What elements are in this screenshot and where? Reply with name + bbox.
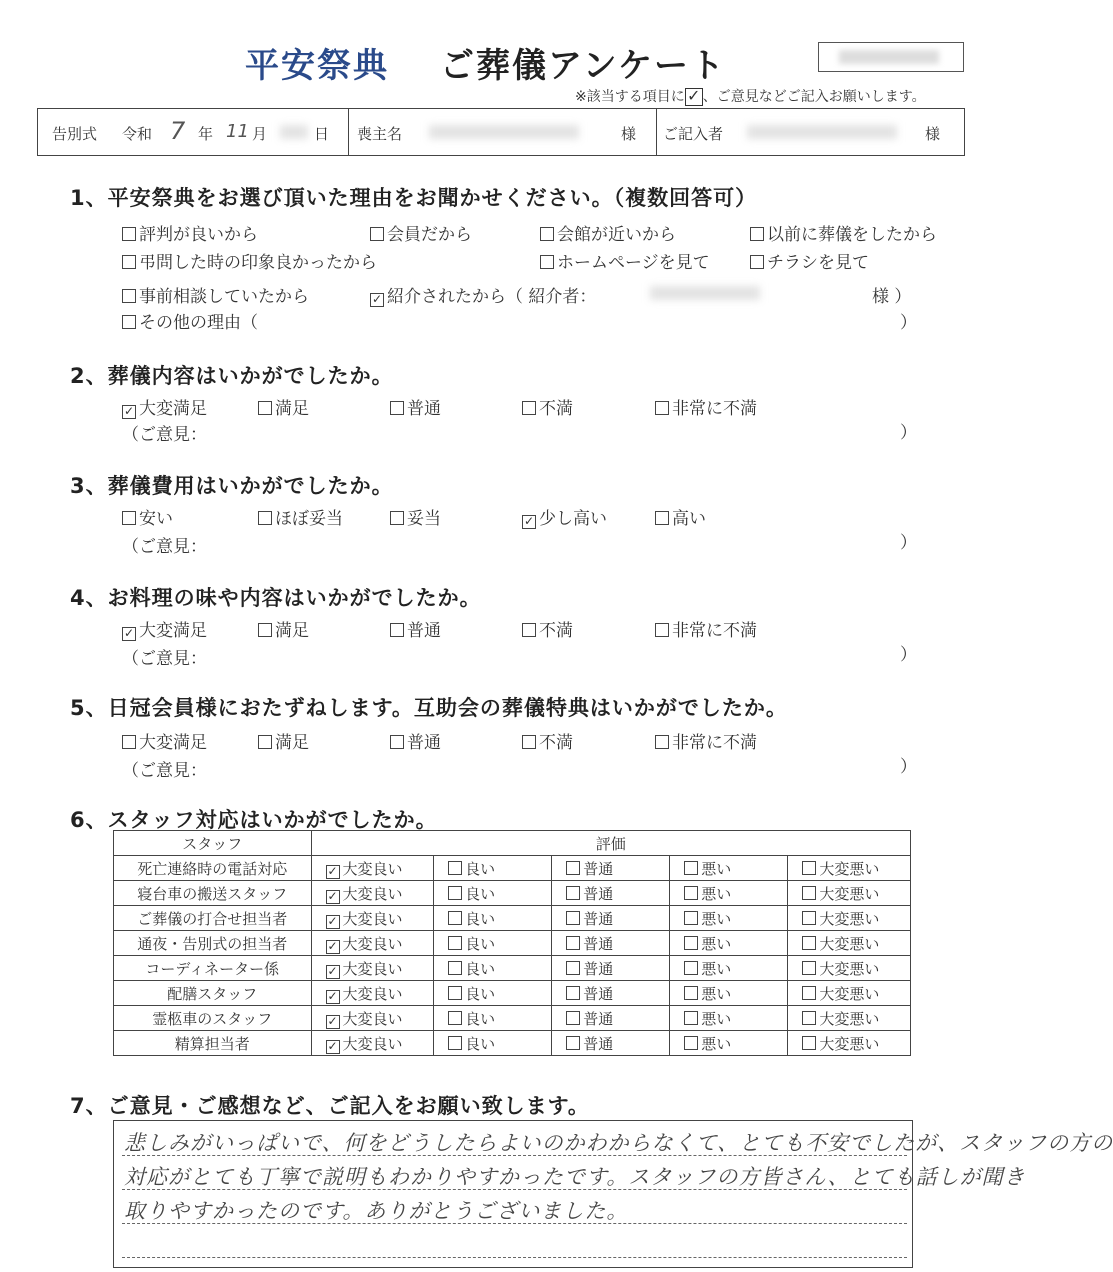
chief-mourner-honorific: 様 — [621, 125, 637, 143]
q4-option[interactable]: 非常に不満 — [655, 616, 757, 641]
rating-option[interactable] — [434, 981, 552, 1006]
checked-checkbox-icon[interactable]: ✓ — [327, 1013, 338, 1028]
checkbox-icon[interactable] — [390, 623, 404, 637]
rating-option[interactable] — [434, 906, 552, 931]
rating-label: 普通 — [583, 1034, 614, 1053]
chief-mourner-cell — [349, 109, 657, 155]
table-header-row — [114, 831, 911, 856]
redacted-day — [280, 125, 308, 139]
checkbox-icon[interactable] — [566, 1036, 580, 1050]
q1-option[interactable]: ホームページを見て — [540, 248, 710, 273]
rating-label: 良い — [465, 959, 496, 978]
checked-checkbox-icon[interactable]: ✓ — [327, 963, 338, 978]
q3-opinion-label: （ご意見： — [122, 537, 207, 557]
q1-title: 1、平安祭典をお選び頂いた理由をお聞かせください。（複数回答可） — [70, 186, 758, 210]
checked-checkbox-icon[interactable]: ✓ — [523, 514, 535, 528]
rating-option[interactable] — [434, 931, 552, 956]
rating-option[interactable] — [552, 931, 670, 956]
checkbox-icon[interactable] — [540, 255, 554, 269]
checkbox-icon[interactable] — [122, 255, 136, 269]
rating-label: 普通 — [583, 1009, 614, 1028]
rating-label: 良い — [465, 909, 496, 928]
month-value[interactable]: 11 — [226, 121, 249, 142]
rating-label: 悪い — [701, 859, 732, 878]
rating-option[interactable] — [434, 1006, 552, 1031]
q2-option[interactable]: 普通 — [390, 394, 441, 419]
rating-option[interactable] — [788, 981, 911, 1006]
checkbox-icon[interactable] — [448, 1011, 462, 1025]
q2-option[interactable]: 満足 — [258, 394, 309, 419]
checkbox-sample-icon: ✓ — [685, 88, 703, 106]
checkbox-icon[interactable] — [122, 227, 136, 241]
q5-option[interactable]: 大変満足 — [122, 728, 207, 753]
q3-close-paren: ） — [900, 533, 917, 553]
checked-checkbox-icon[interactable]: ✓ — [123, 626, 135, 640]
table-row — [114, 881, 911, 906]
q4-option[interactable]: 満足 — [258, 616, 309, 641]
checkbox-icon[interactable] — [522, 735, 536, 749]
rating-option[interactable] — [552, 881, 670, 906]
checkbox-icon[interactable] — [802, 1011, 816, 1025]
rating-label: 良い — [465, 884, 496, 903]
rating-label: 大変良い — [342, 934, 403, 953]
checkbox-icon[interactable] — [684, 1011, 698, 1025]
rating-label: 良い — [465, 984, 496, 1003]
staff-role-name: 寝台車の搬送スタッフ — [114, 881, 312, 906]
rating-option[interactable] — [788, 1006, 911, 1031]
checked-checkbox-icon[interactable]: ✓ — [327, 888, 338, 903]
table-row — [114, 1006, 911, 1031]
ceremony-date-cell — [38, 109, 349, 155]
q2-opinion-label: （ご意見： — [122, 425, 207, 445]
col-rating-header: 評価 — [311, 831, 910, 856]
q5-option[interactable]: 普通 — [390, 728, 441, 753]
rating-label: 普通 — [583, 959, 614, 978]
checkbox-icon[interactable] — [684, 1036, 698, 1050]
rating-option[interactable] — [552, 981, 670, 1006]
writer-label: ご記入者 — [663, 125, 724, 143]
checkbox-icon[interactable] — [370, 227, 384, 241]
checkbox-icon[interactable] — [540, 227, 554, 241]
q1-option[interactable]: 会館が近いから — [540, 220, 676, 245]
rating-label: 悪い — [701, 1009, 732, 1028]
rating-label: 良い — [465, 1034, 496, 1053]
checkbox-icon[interactable] — [122, 511, 136, 525]
checkbox-icon[interactable] — [566, 1011, 580, 1025]
redacted-writer — [747, 125, 897, 139]
staff-role-name: 配膳スタッフ — [114, 981, 312, 1006]
q1-option[interactable]: 弔問した時の印象良かったから — [122, 248, 377, 273]
staff-rating-table — [113, 830, 911, 1056]
checkbox-icon[interactable] — [802, 861, 816, 875]
table-row — [114, 1031, 911, 1056]
table-row — [114, 981, 911, 1006]
checked-checkbox-icon[interactable]: ✓ — [327, 1038, 338, 1053]
comment-text-line-1: 悲しみがいっぱいで、何をどうしたらよいのかわからなくて、とても不安でしたが、スタッフの方の — [124, 1131, 1113, 1155]
staff-role-name: コーディネーター係 — [114, 956, 312, 981]
checkbox-icon[interactable] — [802, 886, 816, 900]
id-box — [818, 42, 964, 72]
rating-label: 大変悪い — [819, 884, 880, 903]
q3-title: 3、葬儀費用はいかがでしたか。 — [70, 474, 394, 498]
checkbox-icon[interactable] — [684, 961, 698, 975]
rating-option[interactable] — [311, 881, 434, 906]
rating-option[interactable] — [670, 956, 788, 981]
checkbox-icon[interactable] — [258, 735, 272, 749]
checkbox-icon[interactable] — [566, 911, 580, 925]
rating-label: 大変良い — [342, 1034, 403, 1053]
checkbox-icon[interactable] — [448, 936, 462, 950]
rating-option[interactable] — [552, 956, 670, 981]
rating-option[interactable] — [670, 981, 788, 1006]
q3-option[interactable]: ほぼ妥当 — [258, 504, 343, 529]
rating-option[interactable] — [552, 1031, 670, 1056]
rating-label: 大変良い — [342, 859, 403, 878]
comment-text-line-2: 対応がとても丁寧で説明もわかりやすかったです。スタッフの方皆さん、とても話しが聞き — [124, 1165, 1026, 1189]
q5-opinion-label: （ご意見： — [122, 761, 207, 781]
rating-label: 大変良い — [342, 959, 403, 978]
rating-label: 普通 — [583, 884, 614, 903]
q4-opinion-label: （ご意見： — [122, 649, 207, 669]
q5-option[interactable]: 不満 — [522, 728, 573, 753]
checkbox-icon[interactable] — [566, 886, 580, 900]
checkbox-icon[interactable] — [448, 961, 462, 975]
rating-option[interactable] — [788, 1031, 911, 1056]
checkbox-icon[interactable] — [522, 401, 536, 415]
brand-name: 平安祭典 — [245, 46, 389, 86]
checkbox-icon[interactable] — [802, 961, 816, 975]
rating-option[interactable] — [311, 1031, 434, 1056]
staff-role-name: 死亡連絡時の電話対応 — [114, 856, 312, 881]
checkbox-icon[interactable] — [566, 861, 580, 875]
checkbox-icon[interactable] — [684, 986, 698, 1000]
rating-label: 悪い — [701, 959, 732, 978]
checkbox-icon[interactable] — [802, 936, 816, 950]
checkbox-icon[interactable] — [448, 986, 462, 1000]
rating-option[interactable] — [311, 956, 434, 981]
ceremony-label: 告別式 — [52, 125, 98, 143]
rating-label: 良い — [465, 934, 496, 953]
table-row — [114, 956, 911, 981]
checkbox-icon[interactable] — [566, 961, 580, 975]
checkbox-icon[interactable] — [390, 735, 404, 749]
redacted-chief-mourner — [429, 125, 579, 139]
comment-line — [122, 1223, 907, 1258]
rating-label: 大変良い — [342, 984, 403, 1003]
comment-text-line-3: 取りやすかったのです。ありがとうございました。 — [124, 1199, 629, 1223]
rating-label: 大変良い — [342, 884, 403, 903]
rating-option[interactable] — [552, 906, 670, 931]
q1-option[interactable]: 事前相談していたから — [122, 282, 309, 307]
rating-label: 大変悪い — [819, 1009, 880, 1028]
rating-option[interactable] — [311, 906, 434, 931]
q4-close-paren: ） — [900, 645, 917, 665]
q2-title: 2、葬儀内容はいかがでしたか。 — [70, 364, 394, 388]
checkbox-icon[interactable] — [802, 911, 816, 925]
rating-label: 普通 — [583, 934, 614, 953]
checked-checkbox-icon[interactable]: ✓ — [371, 292, 383, 306]
q2-close-paren: ） — [900, 423, 917, 443]
q4-option[interactable]: 不満 — [522, 616, 573, 641]
rating-option[interactable] — [670, 881, 788, 906]
q1-option[interactable]: 評判が良いから — [122, 220, 258, 245]
q2-option[interactable]: 不満 — [522, 394, 573, 419]
q1-option[interactable]: 会員だから — [370, 220, 472, 245]
rating-option[interactable] — [670, 931, 788, 956]
checkbox-icon[interactable] — [655, 623, 669, 637]
chief-mourner-label: 喪主名 — [357, 125, 403, 143]
checkbox-icon[interactable] — [655, 735, 669, 749]
rating-label: 普通 — [583, 984, 614, 1003]
rating-option[interactable] — [434, 881, 552, 906]
checkbox-icon[interactable] — [566, 986, 580, 1000]
q5-close-paren: ） — [900, 757, 917, 777]
checkbox-icon[interactable] — [750, 227, 764, 241]
checkbox-icon[interactable] — [122, 735, 136, 749]
rating-option[interactable] — [670, 1031, 788, 1056]
q5-title: 5、日冠会員様におたずねします。互助会の葬儀特典はいかがでしたか。 — [70, 696, 788, 720]
col-staff-header: スタッフ — [114, 831, 312, 856]
checked-checkbox-icon[interactable]: ✓ — [327, 988, 338, 1003]
rating-label: 大変悪い — [819, 859, 880, 878]
year-unit: 年 — [198, 125, 214, 143]
rating-label: 悪い — [701, 909, 732, 928]
year-value[interactable]: 7 — [170, 117, 186, 145]
rating-option[interactable] — [788, 906, 911, 931]
q3-option[interactable]: 安い — [122, 504, 173, 529]
checkbox-icon[interactable] — [258, 401, 272, 415]
checkbox-icon[interactable] — [684, 911, 698, 925]
q2-option[interactable]: 非常に不満 — [655, 394, 757, 419]
rating-option[interactable] — [311, 856, 434, 881]
checkbox-icon[interactable] — [448, 911, 462, 925]
rating-option[interactable] — [788, 856, 911, 881]
referrer-honorific: 様 ） — [872, 287, 912, 307]
staff-role-name: ご葬儀の打合せ担当者 — [114, 906, 312, 931]
checkbox-icon[interactable] — [655, 401, 669, 415]
checkbox-icon[interactable] — [522, 623, 536, 637]
rating-label: 大変良い — [342, 909, 403, 928]
q3-option[interactable]: 妥当 — [390, 504, 441, 529]
rating-option[interactable] — [670, 1006, 788, 1031]
rating-label: 良い — [465, 859, 496, 878]
checkbox-icon[interactable] — [448, 1036, 462, 1050]
staff-role-name: 精算担当者 — [114, 1031, 312, 1056]
checked-checkbox-icon[interactable]: ✓ — [327, 938, 338, 953]
checkbox-icon[interactable] — [448, 886, 462, 900]
q2-option[interactable]: ✓ 大変満足 — [123, 399, 207, 419]
staff-rows — [114, 856, 911, 1056]
note-prefix: ※該当する項目に — [575, 89, 685, 105]
rating-label: 大変悪い — [819, 1034, 880, 1053]
q7-title: 7、ご意見・ご感想など、ご記入をお願い致します。 — [70, 1094, 590, 1118]
checkbox-icon[interactable] — [684, 936, 698, 950]
checkbox-icon[interactable] — [802, 1036, 816, 1050]
rating-option[interactable] — [311, 931, 434, 956]
rating-option[interactable] — [788, 931, 911, 956]
rating-option[interactable] — [311, 1006, 434, 1031]
checkbox-icon[interactable] — [448, 861, 462, 875]
survey-title: ご葬儀アンケート — [440, 46, 726, 86]
rating-option[interactable] — [788, 956, 911, 981]
rating-label: 大変良い — [342, 1009, 403, 1028]
checkbox-icon[interactable] — [122, 315, 136, 329]
redacted-id — [839, 50, 939, 64]
q5-option[interactable]: 満足 — [258, 728, 309, 753]
rating-option[interactable] — [434, 856, 552, 881]
rating-option[interactable] — [311, 981, 434, 1006]
q1-option[interactable]: 以前に葬儀をしたから — [750, 220, 937, 245]
checkbox-icon[interactable] — [684, 861, 698, 875]
rating-option[interactable] — [434, 956, 552, 981]
table-row — [114, 931, 911, 956]
checkbox-icon[interactable] — [258, 623, 272, 637]
rating-label: 普通 — [583, 859, 614, 878]
rating-label: 悪い — [701, 934, 732, 953]
table-row — [114, 856, 911, 881]
rating-label: 大変悪い — [819, 909, 880, 928]
writer-cell — [657, 109, 964, 155]
q1-option-other[interactable]: その他の理由（ — [122, 308, 258, 333]
checkbox-icon[interactable] — [566, 936, 580, 950]
rating-label: 大変悪い — [819, 934, 880, 953]
rating-label: 悪い — [701, 984, 732, 1003]
q5-option[interactable]: 非常に不満 — [655, 728, 757, 753]
rating-option[interactable] — [670, 856, 788, 881]
rating-label: 悪い — [701, 884, 732, 903]
q4-title: 4、お料理の味や内容はいかがでしたか。 — [70, 586, 482, 610]
comment-box[interactable] — [113, 1120, 1113, 1268]
redacted-referrer — [650, 286, 760, 300]
table-row — [114, 906, 911, 931]
rating-label: 悪い — [701, 1034, 732, 1053]
month-unit: 月 — [252, 125, 268, 143]
staff-role-name: 霊柩車のスタッフ — [114, 1006, 312, 1031]
info-row — [37, 108, 965, 156]
rating-label: 普通 — [583, 909, 614, 928]
rating-option[interactable] — [434, 1031, 552, 1056]
q4-option[interactable]: 普通 — [390, 616, 441, 641]
checkbox-icon[interactable] — [655, 511, 669, 525]
q1-close-paren: ） — [900, 313, 917, 333]
rating-option[interactable] — [552, 1006, 670, 1031]
checkbox-icon[interactable] — [750, 255, 764, 269]
rating-label: 大変悪い — [819, 984, 880, 1003]
rating-label: 良い — [465, 1009, 496, 1028]
checkbox-icon[interactable] — [390, 511, 404, 525]
checkbox-icon[interactable] — [390, 401, 404, 415]
checked-checkbox-icon[interactable]: ✓ — [327, 913, 338, 928]
checkbox-icon[interactable] — [258, 511, 272, 525]
q4-option[interactable]: ✓ 大変満足 — [123, 621, 207, 641]
q6-title: 6、スタッフ対応はいかがでしたか。 — [70, 808, 438, 832]
checkbox-icon[interactable] — [802, 986, 816, 1000]
checkbox-icon[interactable] — [122, 289, 136, 303]
rating-option[interactable] — [788, 881, 911, 906]
writer-honorific: 様 — [925, 125, 941, 143]
q3-option[interactable]: 高い — [655, 504, 706, 529]
instruction-note — [575, 86, 926, 106]
rating-label: 大変悪い — [819, 959, 880, 978]
day-unit: 日 — [314, 125, 330, 143]
checked-checkbox-icon[interactable]: ✓ — [327, 863, 338, 878]
note-suffix: 、ご意見などご記入お願いします。 — [702, 89, 926, 105]
q1-option-referral[interactable]: ✓ 紹介されたから（ 紹介者： — [371, 287, 597, 307]
checked-checkbox-icon[interactable]: ✓ — [123, 404, 135, 418]
q3-option[interactable]: ✓ 少し高い — [523, 509, 607, 529]
era-label: 令和 — [122, 125, 153, 143]
staff-role-name: 通夜・告別式の担当者 — [114, 931, 312, 956]
checkbox-icon[interactable] — [684, 886, 698, 900]
rating-option[interactable] — [670, 906, 788, 931]
q1-option[interactable]: チラシを見て — [750, 248, 869, 273]
rating-option[interactable] — [552, 856, 670, 881]
